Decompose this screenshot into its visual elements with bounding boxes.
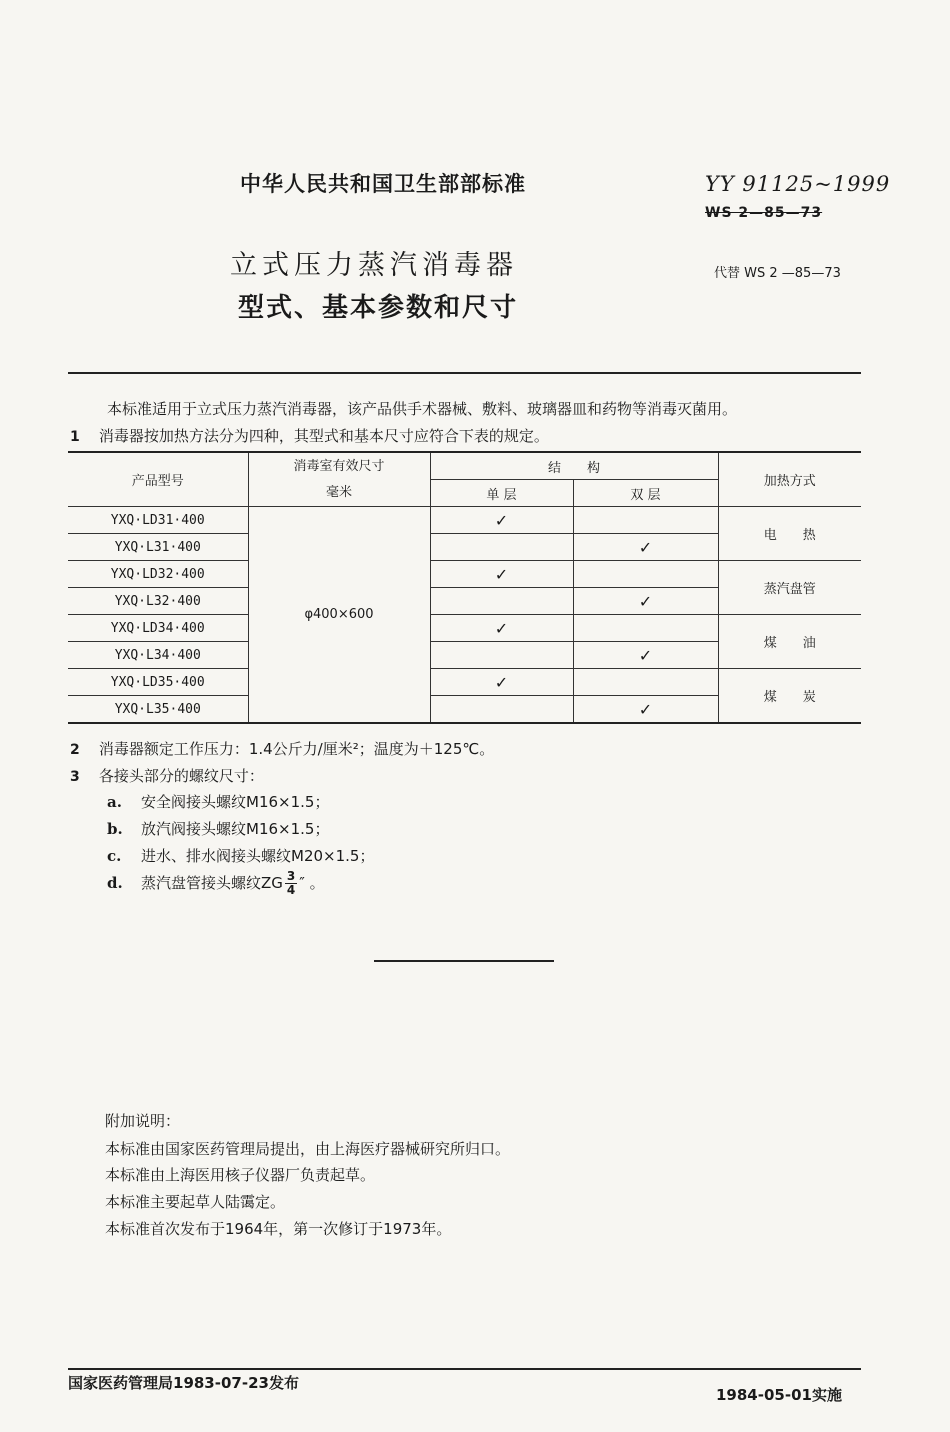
size-cell: φ400×600 xyxy=(248,507,430,724)
list-item: c. 进水、排水阀接头螺纹M20×1.5； xyxy=(107,847,375,865)
table-row xyxy=(68,669,861,696)
header-structure: 结 构 xyxy=(430,452,718,480)
header-heating: 加热方式 xyxy=(718,452,861,507)
double-check xyxy=(573,561,718,588)
double-check: ✓ xyxy=(573,588,718,615)
single-check: ✓ xyxy=(430,507,573,534)
end-rule xyxy=(374,960,554,962)
standard-number: YY 91125~1999 xyxy=(705,172,891,196)
old-standard-number: WS 2—85—73 xyxy=(705,205,823,221)
issued-date: 国家医药管理局1983-07-23发布 xyxy=(68,1374,299,1392)
list-item: b. 放汽阀接头螺纹M16×1.5； xyxy=(107,820,330,838)
heating-cell: 蒸汽盘管 xyxy=(718,561,861,615)
effective-date: 1984-05-01实施 xyxy=(716,1386,842,1404)
single-check xyxy=(430,696,573,724)
replaces-note: 代替 WS 2 —85—73 xyxy=(714,266,841,281)
clause-1: 1 消毒器按加热方法分为四种，其型式和基本尺寸应符合下表的规定。 xyxy=(70,427,549,445)
double-check xyxy=(573,669,718,696)
double-check xyxy=(573,507,718,534)
clause-2: 2 消毒器额定工作压力：1.4公斤力/厘米²；温度为＋125℃。 xyxy=(70,740,495,758)
model-cell: YXQ·LD31·400 xyxy=(68,507,248,534)
double-check: ✓ xyxy=(573,534,718,561)
single-check xyxy=(430,588,573,615)
single-check: ✓ xyxy=(430,669,573,696)
single-check xyxy=(430,642,573,669)
single-check xyxy=(430,534,573,561)
fraction: $\frac{3}{4}$ xyxy=(286,869,296,897)
list-item: a. 安全阀接头螺纹M16×1.5； xyxy=(107,793,330,811)
model-cell: YXQ·LD32·400 xyxy=(68,561,248,588)
heating-cell: 电 热 xyxy=(718,507,861,561)
intro-paragraph: 本标准适用于立式压力蒸汽消毒器，该产品供手术器械、敷料、玻璃器皿和药物等消毒灭菌用。 xyxy=(107,400,738,418)
top-rule xyxy=(68,372,861,374)
doc-subtitle: 型式、基本参数和尺寸 xyxy=(238,293,519,323)
doc-title: 立式压力蒸汽消毒器 xyxy=(230,250,518,281)
note-line: 本标准首次发布于1964年，第一次修订于1973年。 xyxy=(105,1220,452,1238)
header-double: 双 层 xyxy=(573,480,718,507)
heating-cell: 煤 油 xyxy=(718,615,861,669)
table-row xyxy=(68,615,861,642)
header-model: 产品型号 xyxy=(68,452,248,507)
model-cell: YXQ·L32·400 xyxy=(68,588,248,615)
double-check xyxy=(573,615,718,642)
model-cell: YXQ·LD35·400 xyxy=(68,669,248,696)
model-cell: YXQ·L35·400 xyxy=(68,696,248,724)
header-single: 单 层 xyxy=(430,480,573,507)
table-row xyxy=(68,561,861,588)
note-line: 本标准主要起草人陆霭定。 xyxy=(105,1193,286,1211)
model-cell: YXQ·LD34·400 xyxy=(68,615,248,642)
clause-3: 3 各接头部分的螺纹尺寸： xyxy=(70,767,264,785)
issuing-org: 中华人民共和国卫生部部标准 xyxy=(240,172,526,196)
table-row xyxy=(68,507,861,534)
heating-cell: 煤 炭 xyxy=(718,669,861,724)
note-line: 本标准由上海医用核子仪器厂负责起草。 xyxy=(105,1166,376,1184)
bottom-rule xyxy=(68,1368,861,1370)
model-cell: YXQ·L31·400 xyxy=(68,534,248,561)
model-cell: YXQ·L34·400 xyxy=(68,642,248,669)
notes-title: 附加说明： xyxy=(105,1112,181,1130)
list-item: d. 蒸汽盘管接头螺纹ZG $\frac{3}{4}$ ″ 。 xyxy=(107,869,325,897)
single-check: ✓ xyxy=(430,615,573,642)
double-check: ✓ xyxy=(573,642,718,669)
note-line: 本标准由国家医药管理局提出，由上海医疗器械研究所归口。 xyxy=(105,1140,511,1158)
double-check: ✓ xyxy=(573,696,718,724)
single-check: ✓ xyxy=(430,561,573,588)
spec-table xyxy=(68,451,861,724)
header-size: 消毒室有效尺寸 毫米 xyxy=(248,452,430,507)
